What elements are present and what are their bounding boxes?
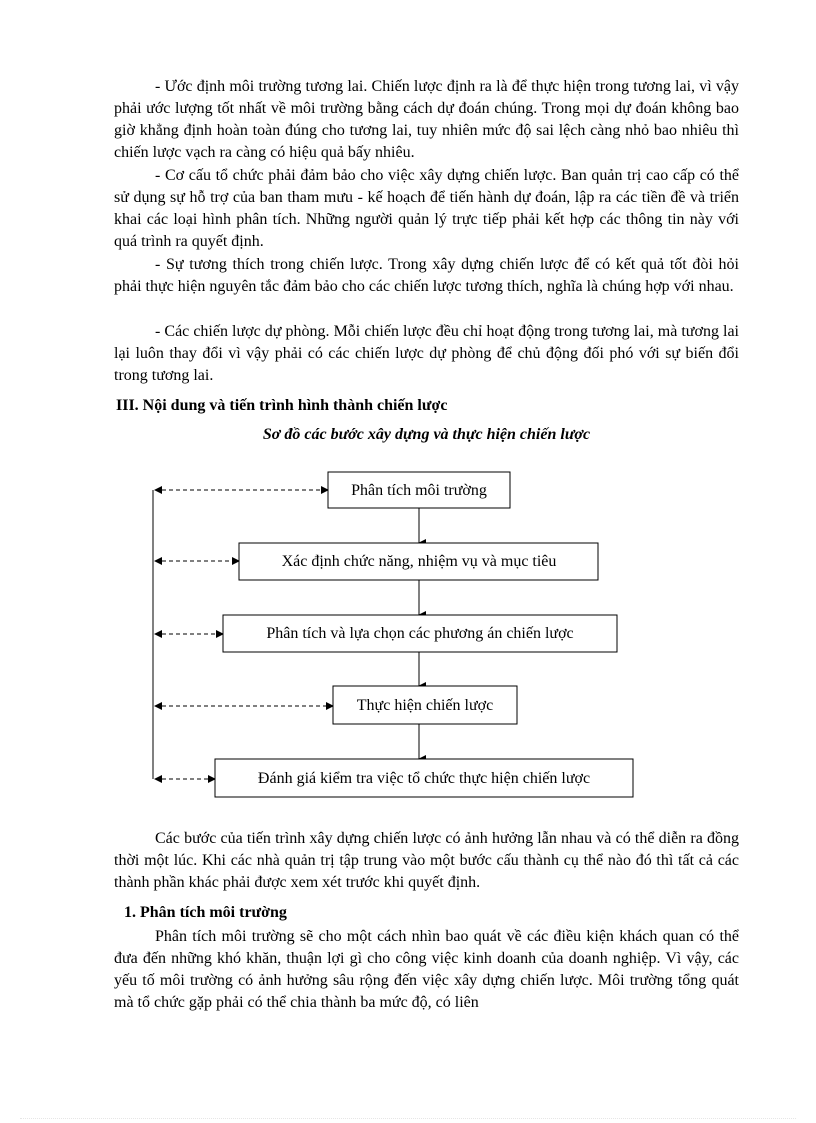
step-box-strategy-implementation bbox=[333, 686, 517, 724]
paragraph-strategy-compatibility: - Sự tương thích trong chiến lược. Trong xây dựng chiến lược để có kết quả tốt đòi hỏi phải thực hiện nguyên tắc đảm bảo cho các chiến lược tương thích, nghĩa là chúng hợp với nhau. bbox=[114, 256, 739, 295]
step-box-environment-analysis bbox=[328, 472, 510, 508]
section-heading: III. Nội dung và tiến trình hình thành chiến lược bbox=[116, 397, 448, 414]
paragraph-contingency-strategies: - Các chiến lược dự phòng. Mỗi chiến lược đều chỉ hoạt động trong tương lai, mà tương lai lại luôn thay đổi vì vậy phải có các chiến lược dự phòng để chủ động đối phó với sự biến đổi trong tương lai. bbox=[114, 323, 739, 384]
page-bottom-rule bbox=[20, 1118, 796, 1119]
paragraph-process-steps: Các bước của tiến trình xây dựng chiến lược có ảnh hưởng lẫn nhau và có thể diễn ra đồng thời một lúc. Khi các nhà quản trị tập trung vào một bước cấu thành cụ thể nào đó thì tất cả các thành phần khác phải được xem xét trước khi quyết định. bbox=[114, 830, 739, 891]
paragraph-environment-analysis: Phân tích môi trường sẽ cho một cách nhìn bao quát về các điều kiện khách quan có thể đưa đến những khó khăn, thuận lợi gì cho công việc kinh doanh của doanh nghiệp. Vì vậy, các yếu tố môi trường có ảnh hưởng sâu rộng đến việc xây dựng chiến lược. Môi trường tổng quát mà tổ chức gặp phải có thể chia thành ba mức độ, có liên bbox=[114, 928, 739, 1011]
subsection-heading: 1. Phân tích môi trường bbox=[124, 904, 287, 921]
step-box-strategy-selection bbox=[223, 615, 617, 652]
step-label: Đánh giá kiểm tra việc tổ chức thực hiện chiến lược bbox=[257, 770, 591, 787]
diagram-title: Sơ đồ các bước xây dựng và thực hiện chiến lược bbox=[262, 426, 591, 443]
paragraph-organization-structure: - Cơ cấu tổ chức phải đảm bảo cho việc xây dựng chiến lược. Ban quản trị cao cấp có thể sử dụng sự hỗ trợ của ban tham mưu - kế hoạch để tiến hành dự đoán, lập ra các tiền đề và triển khai các loại hình phân tích. Những người quản lý trực tiếp phải kết hợp các thông tin này với quá trình ra quyết định. bbox=[114, 167, 739, 250]
step-label: Phân tích môi trường bbox=[351, 482, 487, 499]
step-label: Xác định chức năng, nhiệm vụ và mục tiêu bbox=[281, 553, 557, 570]
step-label: Thực hiện chiến lược bbox=[356, 697, 494, 714]
step-box-mission-objectives bbox=[239, 543, 598, 580]
paragraph-forecast-environment: - Ước định môi trường tương lai. Chiến lược định ra là để thực hiện trong tương lai, vì vậy phải ước lượng tốt nhất về môi trường bằng cách dự đoán chúng. Trong mọi dự đoán không bao giờ khẳng định hoàn toàn đúng cho tương lai, tuy nhiên mức độ sai lệch càng nhỏ bao nhiêu thì chiến lược vạch ra càng có hiệu quả bấy nhiêu. bbox=[114, 78, 739, 161]
step-label: Phân tích và lựa chọn các phương án chiến lược bbox=[266, 625, 574, 642]
step-box-evaluation bbox=[215, 759, 633, 797]
